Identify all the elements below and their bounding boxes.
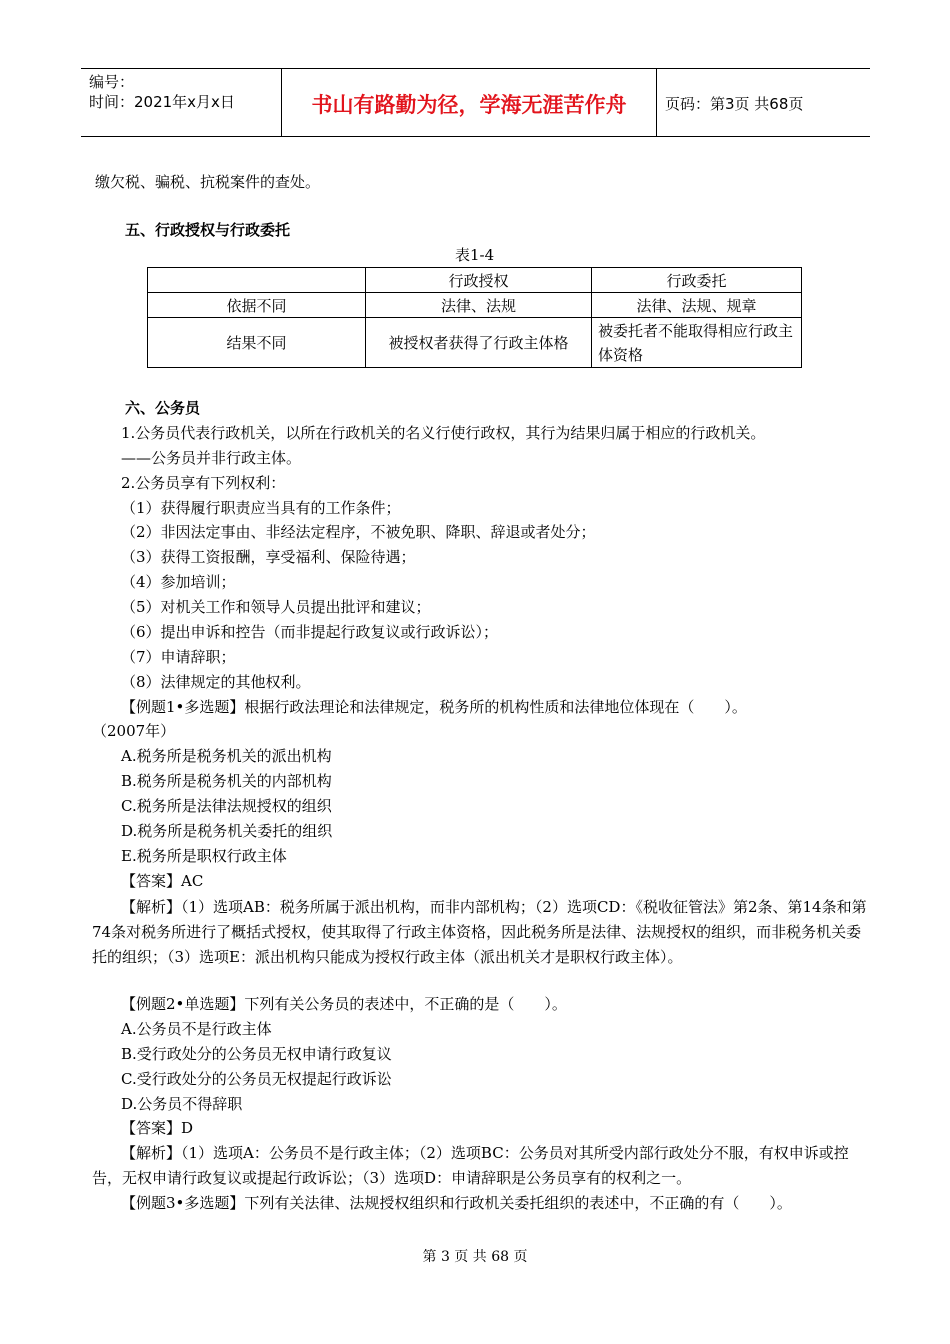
text-line: ——公务员并非行政主体。 — [121, 449, 302, 467]
table-header-row — [148, 268, 802, 293]
option-line: B.受行政处分的公务员无权申请行政复议 — [121, 1045, 392, 1063]
table-header-cell — [148, 268, 366, 293]
table-cell: 法律、法规 — [366, 293, 592, 318]
table-row — [148, 293, 802, 318]
time-label: 时间：2021年x月x日 — [89, 93, 235, 111]
option-line: C.受行政处分的公务员无权提起行政诉讼 — [121, 1070, 392, 1088]
header-motto-cell — [281, 69, 657, 136]
analysis-paragraph: 【解析】（1）选项AB：税务所属于派出机构，而非内部机构；（2）选项CD：《税收征管法》第2条、第14条和第74条对税务所进行了概括式授权，使其取得了行政主体资格，因此税务所是法律、法规授权的组织，而非税务机关委托的组织；（3）选项E：派出机构只能成为授权行政主体（派出机关才是职权行政主体）。 — [92, 898, 867, 966]
text-line: 2.公务员享有下列权利： — [121, 474, 286, 492]
table-cell: 法律、法规、规章 — [592, 293, 802, 318]
table-cell: 被授权者获得了行政主体格 — [366, 318, 592, 368]
text-line: （4）参加培训； — [121, 573, 236, 591]
table-caption: 表1-4 — [455, 246, 495, 264]
option-line: D.公务员不得辞职 — [121, 1095, 243, 1113]
text-line: （3）获得工资报酬，享受福利、保险待遇； — [121, 548, 416, 566]
answer-line: 【答案】AC — [121, 872, 204, 890]
table-cell: 依据不同 — [148, 293, 366, 318]
page-footer: 第 3 页 共 68 页 — [422, 1249, 528, 1265]
header-meta — [81, 69, 281, 136]
page-info: 页码：第3页 共68页 — [665, 95, 804, 113]
option-line: E.税务所是职权行政主体 — [121, 847, 287, 865]
text-line: （5）对机关工作和领导人员提出批评和建议； — [121, 598, 431, 616]
option-line: B.税务所是税务机关的内部机构 — [121, 772, 332, 790]
example1-question: 【例题1•多选题】根据行政法理论和法律规定，税务所的机构性质和法律地位体现在（ ）。 — [121, 698, 747, 716]
analysis-paragraph: 【解析】（1）选项A：公务员不是行政主体；（2）选项BC：公务员对其所受内部行政处分不服，有权申诉或控告，无权申请行政复议或提起行政诉讼；（3）选项D：申请辞职是公务员享有的权利之一。 — [92, 1144, 849, 1187]
section5-title: 五、行政授权与行政委托 — [125, 221, 291, 239]
answer-line: 【答案】D — [121, 1119, 194, 1137]
option-line: D.税务所是税务机关委托的组织 — [121, 822, 333, 840]
text-line: （7）申请辞职； — [121, 648, 236, 666]
table-header-cell: 行政委托 — [592, 268, 802, 293]
intro-line: 缴欠税、骗税、抗税案件的查处。 — [95, 173, 321, 191]
table-cell: 被委托者不能取得相应行政主体资格 — [592, 318, 802, 368]
table-row — [148, 318, 802, 368]
option-line: A.公务员不是行政主体 — [121, 1020, 272, 1038]
text-line: （1）获得履行职责应当具有的工作条件； — [121, 499, 401, 517]
text-line: （2007年） — [92, 722, 176, 740]
option-line: A.税务所是税务机关的派出机构 — [121, 747, 332, 765]
option-line: C.税务所是法律法规授权的组织 — [121, 797, 332, 815]
text-line: 1.公务员代表行政机关，以所在行政机关的名义行使行政权，其行为结果归属于相应的行政机关。 — [121, 424, 766, 442]
comparison-table — [147, 267, 802, 368]
table-header-cell: 行政授权 — [366, 268, 592, 293]
section6-title: 六、公务员 — [125, 399, 201, 417]
text-line: （6）提出申诉和控告（而非提起行政复议或行政诉讼）； — [121, 623, 499, 641]
page-header — [81, 68, 870, 137]
table-cell: 结果不同 — [148, 318, 366, 368]
text-line: （8）法律规定的其他权利。 — [121, 673, 311, 691]
example2-question: 【例题2•单选题】下列有关公务员的表述中，不正确的是（ ）。 — [121, 995, 567, 1013]
header-motto: 书山有路勤为径，学海无涯苦作舟 — [311, 93, 627, 117]
text-line: （2）非因法定事由、非经法定程序，不被免职、降职、辞退或者处分； — [121, 523, 596, 541]
example3-question: 【例题3•多选题】下列有关法律、法规授权组织和行政机关委托组织的表述中，不正确的有（ ）。 — [121, 1194, 792, 1212]
number-label: 编号： — [89, 73, 135, 91]
